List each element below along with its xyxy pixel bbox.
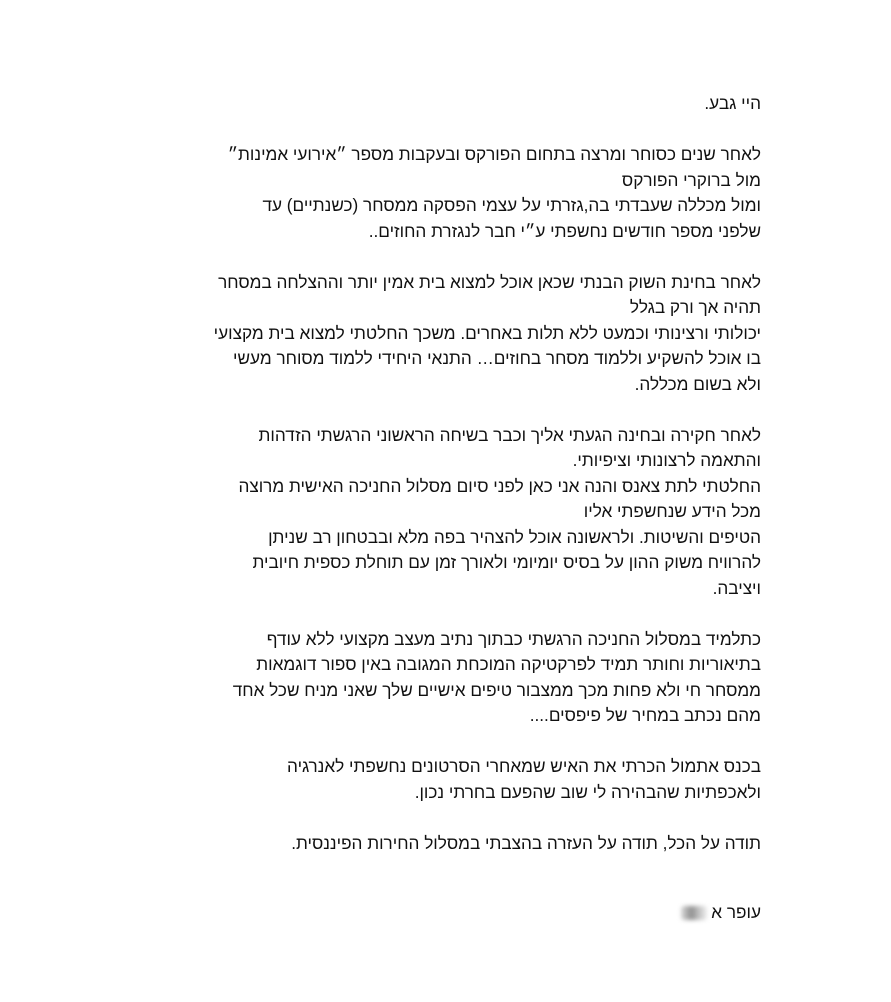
paragraph-line: לאחר חקירה ובחינה הגעתי אליך וכבר בשיחה הראשוני הרגשתי הזדהות	[258, 424, 761, 445]
paragraph-line: שלפני מספר חודשים נחשפתי ע״י חבר לנגזרת החוזים..	[368, 220, 761, 241]
paragraph-line: תודה על הכל, תודה על העזרה בהצבתי במסלול החירות הפיננסית.	[291, 832, 761, 853]
paragraph-gap	[120, 397, 761, 423]
paragraph-line: לאחר בחינת השוק הבנתי שכאן אוכל למצוא בית אמין יותר וההצלחה במסחר	[218, 271, 761, 292]
paragraph-6	[120, 831, 761, 857]
greeting: היי גבע.	[704, 93, 761, 113]
paragraph-1	[120, 142, 761, 244]
paragraph-line: בתיאוריות וחותר תמיד לפרקטיקה המוכחת המגובה באין ספור דוגמאות	[256, 654, 761, 674]
paragraph-line: מהם נכתב במחיר של פיפסים....	[529, 705, 761, 725]
paragraph-2	[120, 270, 761, 398]
paragraph-gap	[120, 117, 761, 143]
paragraph-line: הטיפים והשיטות. ולראשונה אוכל להצהיר בפה מלא ובבטחון רב שניתן	[268, 526, 761, 547]
redacted-surname-blur	[681, 906, 707, 920]
paragraph-gap	[120, 601, 761, 627]
paragraph-line: ולא בשום מכללה.	[634, 373, 761, 394]
paragraph-4	[120, 627, 761, 729]
paragraph-gap	[120, 805, 761, 831]
paragraph-line: והתאמה לרצונותי וציפיותי.	[572, 450, 761, 470]
paragraph-line: ממסחר חי ולא פחות מכך ממצבור טיפים אישיים שלך שאני מניח שכל אחד	[232, 679, 761, 700]
paragraph-line: תהיה אך ורק בגלל	[629, 297, 761, 317]
signature-gap	[120, 856, 761, 900]
paragraph-line: לאחר שנים כסוחר ומרצה בתחום הפורקס ובעקבות מספר ״אירועי אמינות״	[227, 144, 761, 164]
signature-name: עופר א	[711, 902, 761, 922]
signature	[120, 900, 761, 926]
letter-body	[120, 91, 761, 926]
paragraph-3	[120, 423, 761, 602]
paragraph-line: החלטתי לתת צאנס והנה אני כאן לפני סיום מסלול החניכה האישית מרוצה	[238, 475, 761, 496]
paragraph-line: יכולותי ורצינותי וכמעט ללא תלות באחרים. משכך החלטתי למצוא בית מקצועי	[213, 322, 761, 343]
paragraph-line: בו אוכל להשקיע וללמוד מסחר בחוזים… התנאי היחידי ללמוד מסוחר מעשי	[233, 348, 761, 368]
paragraph-line: מכל הידע שנחשפתי אליו	[583, 501, 761, 521]
paragraph-line: ומול מכללה שעבדתי בה,גזרתי על עצמי הפסקה ממסחר (כשנתיים) עד	[262, 195, 761, 215]
paragraph-line: להרוויח משוק ההון על בסיס יומיומי ולאורך זמן עם תוחלת כספית חיובית	[252, 552, 761, 572]
paragraph-5	[120, 754, 761, 805]
paragraph-gap	[120, 244, 761, 270]
paragraph-line: מול ברוקרי הפורקס	[621, 169, 761, 190]
paragraph-line: ויציבה.	[712, 577, 761, 598]
paragraph-gap	[120, 729, 761, 755]
paragraph-line: כתלמיד במסלול החניכה הרגשתי כבתוך נתיב מעצב מקצועי ללא עודף	[266, 628, 761, 649]
paragraph-line: בכנס אתמול הכרתי את האיש שמאחרי הסרטונים נחשפתי לאנרגיה	[287, 756, 761, 776]
paragraph-line: ולאכפתיות שהבהירה לי שוב שהפעם בחרתי נכון.	[414, 781, 761, 802]
